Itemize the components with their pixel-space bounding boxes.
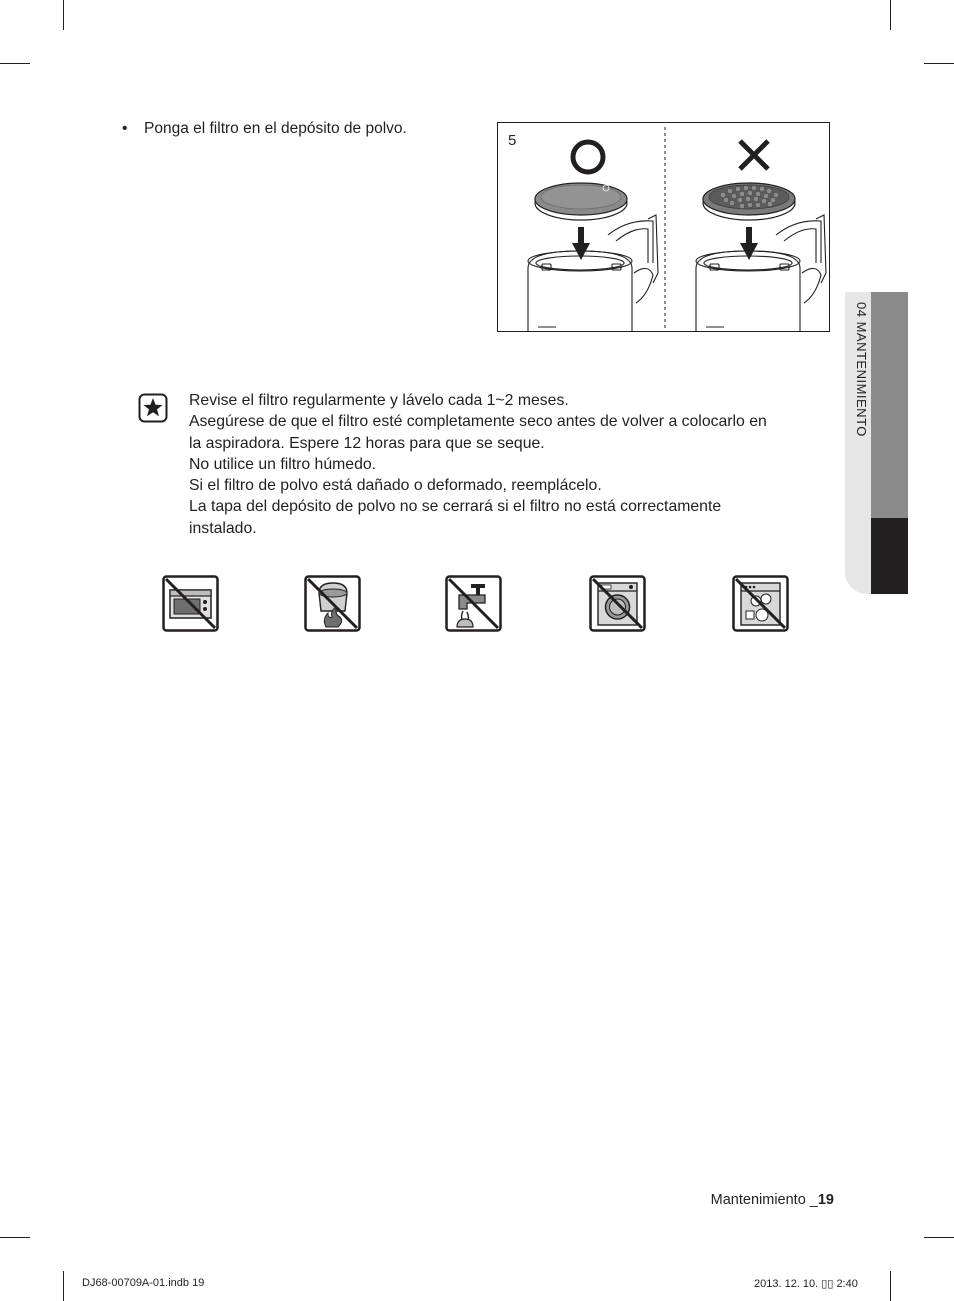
page-number: 19 [817,1192,834,1208]
filter-textured-incorrect [703,183,795,220]
note-line: Revise el filtro regularmente y lávelo cada 1~2 meses. [189,392,569,409]
crop-mark [890,0,891,30]
crop-mark [0,1237,30,1238]
no-hot-water-tap-icon [445,575,502,632]
filter-smooth-correct [535,183,627,220]
filter-illustration [497,122,830,332]
note-line: No utilice un filtro húmedo. [189,455,377,473]
side-tab-grey-band [871,292,908,518]
figure-number: 5 [508,132,517,149]
chapter-label: 04 MANTENIMIENTO [854,302,869,437]
dust-container-left [528,215,658,332]
crop-mark [890,1271,891,1301]
side-tab-dark-band [871,518,908,594]
crop-mark [924,63,954,64]
x-cross-icon [740,141,768,169]
note-line: la aspiradora. Espere 12 horas para que se seque. [189,434,545,452]
dust-container-right [696,215,826,332]
bullet-symbol: • [122,120,128,137]
filter-illustration-drawing [498,123,830,332]
crop-mark [63,0,64,30]
footer-section: Mantenimiento _ [710,1192,818,1208]
no-washing-machine-icon [589,575,646,632]
circle-o-icon [573,142,603,172]
page-footer [711,1192,834,1208]
crop-mark [63,1271,64,1301]
no-fire-dryer-icon [304,575,361,632]
crop-mark [0,63,30,64]
note-line: Si el filtro de polvo está dañado o deformado, reemplácelo. [189,477,602,495]
no-dishwasher-icon [732,575,789,632]
note-line: La tapa del depósito de polvo no se cerrará si el filtro no está correctamente [189,498,722,516]
star-note-icon [138,393,168,428]
note-line: instalado. [189,519,257,537]
note-line: Asegúrese de que el filtro esté completamente seco antes de volver a colocarlo en [189,413,767,431]
instruction-text: Ponga el filtro en el depósito de polvo. [144,120,407,137]
note-text-block [189,390,829,539]
instruction-bullet [122,120,407,138]
arrow-down-icon [572,227,590,260]
no-oven-icon [162,575,219,632]
print-slug-file: DJ68-00709A-01.indb 19 [82,1277,205,1289]
crop-mark [924,1237,954,1238]
arrow-down-icon [740,227,758,260]
print-slug-date: 2013. 12. 10. ▯▯ 2:40 [754,1278,858,1290]
